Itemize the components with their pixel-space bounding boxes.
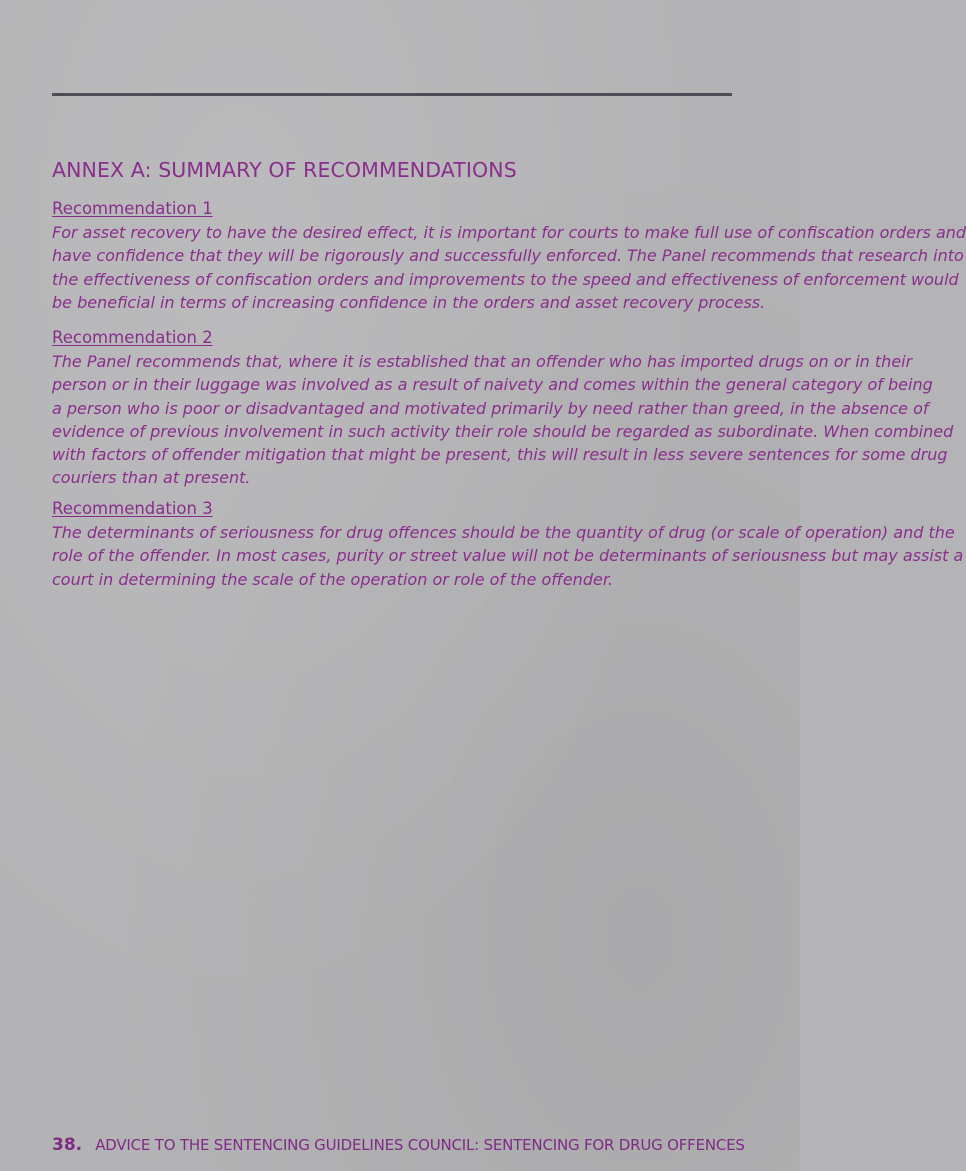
recommendation-text (52, 221, 966, 314)
recommendation-2 (52, 326, 954, 490)
recommendation-1 (52, 197, 966, 314)
page-title: ANNEX A: SUMMARY OF RECOMMENDATIONS (52, 158, 517, 182)
recommendation-3 (52, 497, 964, 591)
text-line: the effectiveness of confiscation orders and improvements to the speed and effectiveness of enforcement would (52, 269, 959, 289)
text-line: role of the offender. In most cases, purity or street value will not be determinants of seriousness but may assist a (52, 546, 964, 566)
text-line: evidence of previous involvement in such activity their role should be regarded as subordinate. When combined (52, 421, 954, 441)
text-line: with factors of offender mitigation that might be present, this will result in less severe sentences for some drug (52, 445, 948, 465)
recommendation-heading: Recommendation 2 (52, 328, 213, 347)
text-line: have confidence that they will be rigorously and successfully enforced. The Panel recommends that research into (52, 246, 964, 266)
recommendation-heading: Recommendation 3 (52, 499, 213, 518)
text-line: The Panel recommends that, where it is established that an offender who has imported drugs on or in their (52, 352, 913, 371)
recommendation-heading: Recommendation 1 (52, 199, 213, 218)
page-number: 38. (52, 1135, 83, 1155)
text-line: a person who is poor or disadvantaged and motivated primarily by need rather than greed, in the absence of (52, 398, 929, 418)
text-line: For asset recovery to have the desired effect, it is important for courts to make full use of confiscation orders and (52, 223, 966, 242)
text-line: The determinants of seriousness for drug offences should be the quantity of drug (or scale of operation) and the (52, 523, 955, 542)
text-line: couriers than at present. (52, 468, 251, 488)
top-rule-divider (52, 93, 732, 96)
text-line: court in determining the scale of the operation or role of the offender. (52, 569, 614, 589)
footer-text: ADVICE TO THE SENTENCING GUIDELINES COUNCIL: SENTENCING FOR DRUG OFFENCES (95, 1136, 745, 1154)
recommendation-text (52, 521, 964, 591)
text-line: be beneficial in terms of increasing confidence in the orders and asset recovery process. (52, 292, 766, 312)
page-footer (52, 1135, 745, 1155)
text-line: person or in their luggage was involved as a result of naivety and comes within the general category of being (52, 375, 933, 395)
recommendation-text (52, 350, 954, 490)
